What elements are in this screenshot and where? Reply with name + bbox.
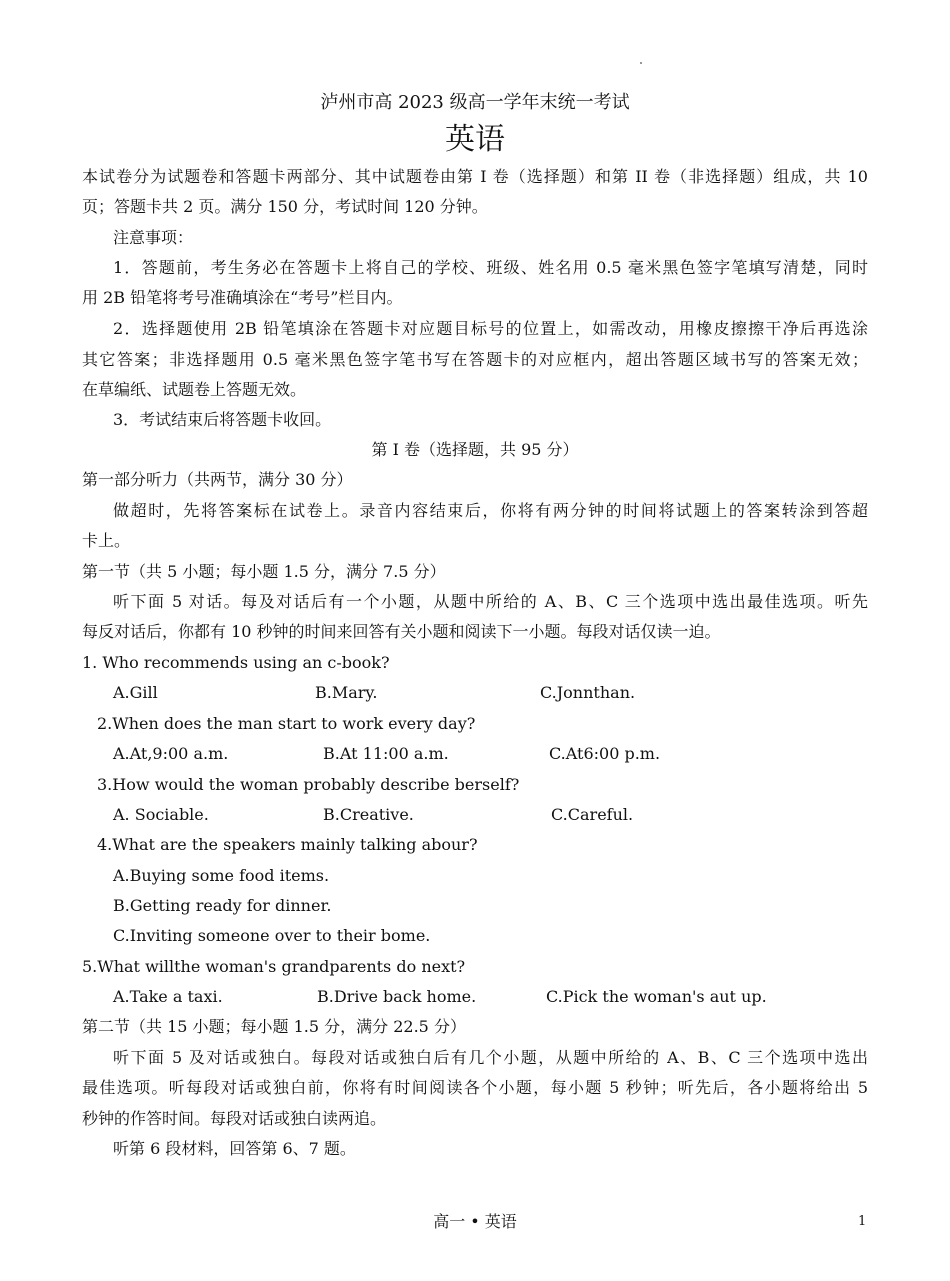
question-1-option-c: C.Jonnthan.	[540, 683, 636, 702]
question-1-option-b: B.Mary.	[315, 683, 378, 702]
part1-instruction-line-1: 做超时，先将答案标在试卷上。录音内容结束后，你将有两分钟的时间将试题上的答案转涂到答超	[113, 501, 868, 520]
notice-heading: 注意事项：	[113, 228, 194, 247]
section1-heading: 第一节（共 5 小题；每小题 1.5 分，满分 7.5 分）	[82, 562, 446, 581]
notice-item-1-line-2: 用 2B 铅笔将考号准确填涂在“考号”栏目内。	[82, 288, 403, 307]
question-2: 2.When does the man start to work every day?	[97, 714, 476, 733]
scan-dot	[640, 62, 642, 64]
subject-title: 英语	[445, 122, 505, 157]
question-4-option-b: B.Getting ready for dinner.	[113, 896, 332, 915]
page-number: 1	[858, 1214, 867, 1229]
footer-label: 高一 • 英语	[433, 1212, 517, 1231]
question-5-option-c: C.Pick the woman's aut up.	[546, 987, 767, 1006]
notice-item-2-line-1: 2．选择题使用 2B 铅笔填涂在答题卡对应题目标号的位置上，如需改动，用橡皮擦擦干净后再选涂	[113, 319, 868, 338]
question-1: 1. Who recommends using an c-book?	[82, 653, 390, 672]
part1-heading: 第一部分听力（共两节，满分 30 分）	[82, 470, 353, 489]
question-2-option-c: C.At6:00 p.m.	[549, 744, 661, 763]
intro-line-1: 本试卷分为试题卷和答题卡两部分、其中试题卷由第 I 卷（选择题）和第 II 卷（非选择题）组成，共 10	[82, 167, 868, 186]
volume-title: 第 I 卷（选择题，共 95 分）	[371, 440, 579, 459]
exam-title: 泸州市高 2023 级高一学年末统一考试	[320, 92, 630, 113]
section1-instruction-line-2: 每反对话后，你都有 10 秒钟的时间来回答有关小题和阅读下一小题。每段对话仅读一迫。	[82, 622, 721, 641]
notice-item-1-line-1: 1．答题前，考生务必在答题卡上将自己的学校、班级、姓名用 0.5 毫米黑色签字笔填写清楚，同时	[113, 258, 868, 277]
notice-item-3: 3．考试结束后将答题卡收回。	[113, 410, 332, 429]
section2-instruction-line-2: 最佳选项。听每段对话或独白前，你将有时间阅读各个小题，每小题 5 秒钟；听先后，各小题将给出 5	[82, 1078, 868, 1097]
notice-item-2-line-2: 其它答案；非选择题用 0.5 毫米黑色签字笔书写在答题卡的对应框内，超出答题区域书写的答案无效；	[82, 350, 868, 369]
question-2-option-a: A.At,9:00 a.m.	[113, 744, 229, 763]
question-3-option-c: C.Careful.	[551, 805, 634, 824]
question-4-option-a: A.Buying some food items.	[113, 866, 330, 885]
question-5-option-b: B.Drive back home.	[317, 987, 477, 1006]
question-3-option-a: A. Sociable.	[113, 805, 209, 824]
question-3-option-b: B.Creative.	[323, 805, 414, 824]
question-3: 3.How would the woman probably describe berself?	[97, 775, 520, 794]
question-4-option-c: C.Inviting someone over to their bome.	[113, 926, 431, 945]
section2-heading: 第二节（共 15 小题；每小题 1.5 分，满分 22.5 分）	[82, 1017, 466, 1036]
material-6-heading: 听第 6 段材料，回答第 6、7 题。	[113, 1139, 356, 1158]
part1-instruction-line-2: 卡上。	[82, 531, 131, 550]
question-5: 5.What willthe woman's grandparents do next?	[82, 957, 466, 976]
intro-line-2: 页；答题卡共 2 页。满分 150 分，考试时间 120 分钟。	[82, 197, 488, 216]
question-1-option-a: A.Gill	[113, 683, 158, 702]
question-4: 4.What are the speakers mainly talking abour?	[97, 835, 478, 854]
section2-instruction-line-1: 听下面 5 及对话或独白。每段对话或独白后有几个小题，从题中所给的 A、B、C 三个选项中选出	[113, 1048, 868, 1067]
section2-instruction-line-3: 秒钟的作答时间。每段对话或独白读两追。	[82, 1109, 387, 1128]
section1-instruction-line-1: 听下面 5 对话。每及对话后有一个小题，从题中所给的 A、B、C 三个选项中选出最佳选项。听先	[113, 592, 868, 611]
question-5-option-a: A.Take a taxi.	[113, 987, 223, 1006]
notice-item-2-line-3: 在草编纸、试题卷上答题无效。	[82, 380, 307, 399]
question-2-option-b: B.At 11:00 a.m.	[323, 744, 449, 763]
